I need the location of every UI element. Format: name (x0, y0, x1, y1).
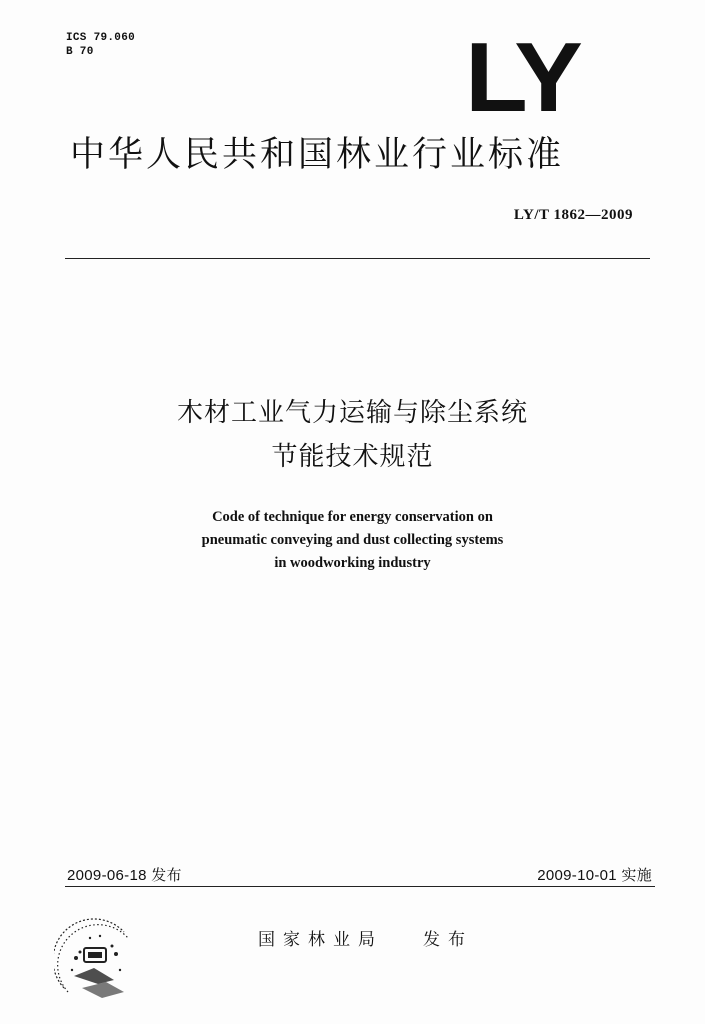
english-title (0, 506, 705, 575)
top-divider (65, 258, 650, 259)
chinese-title-line-1: 木材工业气力运输与除尘系统 (176, 398, 528, 428)
implementation-date: 2009-10-01 实施 (537, 867, 652, 884)
publisher-name: 国家林业局 (258, 930, 383, 950)
bottom-divider (65, 886, 655, 887)
english-title-line-3: in woodworking industry (274, 555, 431, 571)
ics-code: ICS 79.060 (66, 32, 136, 44)
classification-codes (66, 31, 135, 59)
standard-number: LY/T 1862—2009 (513, 207, 633, 223)
issue-date: 2009-06-18 发布 (67, 867, 182, 884)
chinese-title-line-2: 节能技术规范 (271, 442, 434, 472)
publish-label: 发布 (423, 930, 473, 950)
english-title-line-1: Code of technique for energy conservation on (212, 509, 493, 525)
class-code: B 70 (66, 46, 94, 58)
ly-logo: LY (465, 22, 579, 132)
publisher-seal-stamp (54, 918, 140, 1004)
ministry-title: 中华人民共和国林业行业标准 (70, 135, 565, 175)
english-title-line-2: pneumatic conveying and dust collecting systems (201, 532, 504, 548)
